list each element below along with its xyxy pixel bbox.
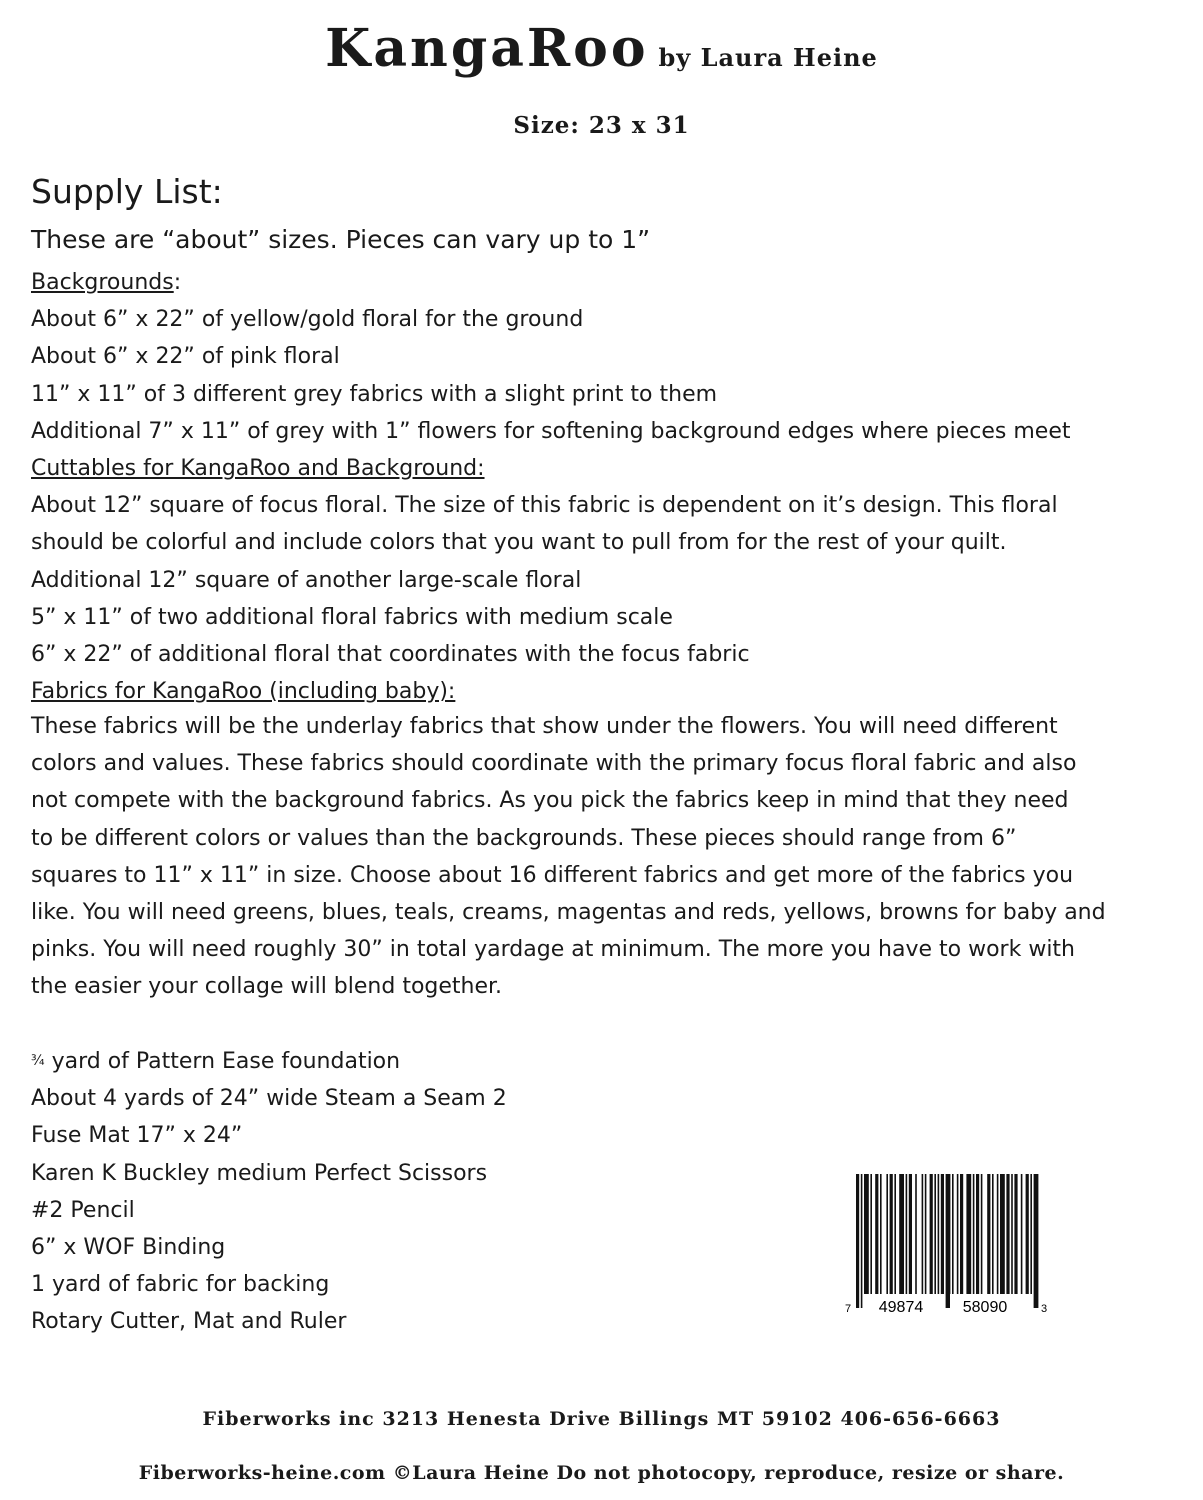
- notion-text: yard of Pattern Ease foundation: [44, 1049, 401, 1074]
- barcode-bar: [915, 1174, 917, 1294]
- barcode-bar: [861, 1174, 863, 1308]
- barcode-bar: [899, 1174, 904, 1294]
- barcode-bar: [1021, 1174, 1023, 1294]
- fabrics-heading: Fabrics for KangaRoo (including baby):: [31, 679, 456, 705]
- barcode-bar: [875, 1174, 878, 1294]
- barcode-group-2: 58090: [962, 1299, 1008, 1316]
- barcode-bar: [906, 1174, 908, 1294]
- pattern-title: KangaRoo: [325, 18, 649, 79]
- barcode-graphic: [842, 1170, 1052, 1320]
- fabrics-line: like. You will need greens, blues, teals, creams, magentas and reds, yellows, browns for baby and: [31, 900, 1106, 926]
- fabrics-line: not compete with the background fabrics. As you pick the fabrics keep in mind that they need: [31, 788, 1069, 814]
- barcode-bar: [973, 1174, 975, 1294]
- background-item: About 6” x 22” of pink floral: [31, 344, 340, 370]
- three-quarter-fraction: ¾: [31, 1053, 45, 1069]
- barcode-bar: [922, 1174, 924, 1294]
- barcode-bar: [930, 1174, 933, 1294]
- backgrounds-heading: Backgrounds: [31, 270, 174, 295]
- barcode-bar: [886, 1174, 888, 1294]
- barcode-bar: [992, 1174, 994, 1294]
- copyright-notice: Fiberworks-heine.com ©Laura Heine Do not photocopy, reproduce, resize or share.: [138, 1462, 1065, 1484]
- fabrics-line: These fabrics will be the underlay fabrics that show under the flowers. You will need different: [31, 714, 1058, 739]
- barcode-bar: [976, 1174, 979, 1294]
- fabrics-line: pinks. You will need roughly 30” in total yardage at minimum. The more you have to work with: [31, 937, 1076, 963]
- notion-item: [31, 1043, 731, 1080]
- fabrics-description: [31, 708, 1166, 1006]
- barcode-bars: [856, 1174, 1038, 1308]
- barcode-bar: [870, 1174, 872, 1294]
- title-block: [0, 18, 1203, 79]
- notion-item: #2 Pencil: [31, 1197, 135, 1223]
- barcode-bar: [1006, 1174, 1009, 1294]
- fabric-requirements: [31, 264, 1181, 710]
- notion-item: About 4 yards of 24” wide Steam a Seam 2: [31, 1086, 507, 1112]
- barcode-bar: [934, 1174, 936, 1294]
- notion-item: 1 yard of fabric for backing: [31, 1272, 330, 1298]
- fabrics-line: squares to 11” x 11” in size. Choose about 16 different fabrics and get more of the fabrics you: [31, 862, 1074, 888]
- sizes-note: These are “about” sizes. Pieces can vary up to 1”: [31, 225, 651, 254]
- cuttables-item: should be colorful and include colors that you want to pull from for the rest of your quilt.: [31, 530, 1007, 556]
- barcode-bar: [1026, 1174, 1029, 1294]
- barcode-bar: [864, 1174, 869, 1294]
- barcode-bar: [938, 1174, 940, 1294]
- publisher-address: Fiberworks inc 3213 Henesta Drive Billings MT 59102 406-656-6663: [202, 1408, 1001, 1430]
- barcode-bar: [925, 1174, 927, 1294]
- barcode-bar: [957, 1174, 959, 1294]
- designer-byline: by Laura Heine: [658, 43, 878, 72]
- barcode-bar: [1011, 1174, 1013, 1294]
- barcode-group-1: 49874: [878, 1299, 924, 1316]
- fabrics-line: colors and values. These fabrics should coordinate with the primary focus floral fabric and also: [31, 751, 1077, 777]
- backgrounds-colon: :: [173, 270, 182, 295]
- supply-list-heading: Supply List:: [31, 172, 223, 211]
- barcode-bar: [946, 1174, 951, 1308]
- fabrics-line: to be different colors or values than the backgrounds. These pieces should range from 6”: [31, 825, 1017, 851]
- barcode-bar: [987, 1174, 990, 1294]
- barcode-bar: [909, 1174, 912, 1294]
- barcode-left-digit: 7: [845, 1303, 852, 1315]
- notion-item: Karen K Buckley medium Perfect Scissors: [31, 1160, 488, 1186]
- cuttables-item: Additional 12” square of another large-scale floral: [31, 567, 582, 593]
- notion-item: 6” x WOF Binding: [31, 1235, 226, 1261]
- barcode-bar: [952, 1174, 954, 1294]
- notion-item: Rotary Cutter, Mat and Ruler: [31, 1309, 347, 1335]
- upc-barcode: [842, 1170, 1052, 1320]
- barcode-bar: [966, 1174, 971, 1294]
- background-item: 11” x 11” of 3 different grey fabrics with a slight print to them: [31, 381, 718, 407]
- notion-item: Fuse Mat 17” x 24”: [31, 1123, 243, 1149]
- barcode-bar: [1030, 1174, 1032, 1294]
- notions-list: [31, 1043, 731, 1341]
- finished-size: Size: 23 x 31: [513, 112, 690, 139]
- cuttables-item: 6” x 22” of additional floral that coordinates with the focus fabric: [31, 642, 750, 668]
- cuttables-item: 5” x 11” of two additional floral fabrics with medium scale: [31, 604, 673, 630]
- barcode-bar: [856, 1174, 859, 1308]
- barcode-bar: [981, 1174, 983, 1294]
- cuttables-heading: Cuttables for KangaRoo and Background:: [31, 456, 485, 482]
- barcode-bar: [960, 1174, 963, 1294]
- barcode-bar: [941, 1174, 944, 1294]
- fabrics-line: the easier your collage will blend together.: [31, 974, 503, 1000]
- barcode-bar: [1000, 1174, 1005, 1294]
- backgrounds-heading-line: [31, 264, 1181, 301]
- background-item: Additional 7” x 11” of grey with 1” flowers for softening background edges where pieces meet: [31, 418, 1071, 444]
- barcode-bar: [880, 1174, 882, 1294]
- cuttables-item: About 12” square of focus floral. The size of this fabric is dependent on it’s design. This floral: [31, 493, 1058, 519]
- barcode-bar: [890, 1174, 893, 1294]
- barcode-bar: [894, 1174, 896, 1294]
- barcode-bar: [1034, 1174, 1039, 1308]
- barcode-right-digit: 3: [1041, 1303, 1048, 1315]
- background-item: About 6” x 22” of yellow/gold floral for the ground: [31, 307, 584, 333]
- barcode-bar: [997, 1174, 999, 1294]
- barcode-bar: [1014, 1174, 1017, 1294]
